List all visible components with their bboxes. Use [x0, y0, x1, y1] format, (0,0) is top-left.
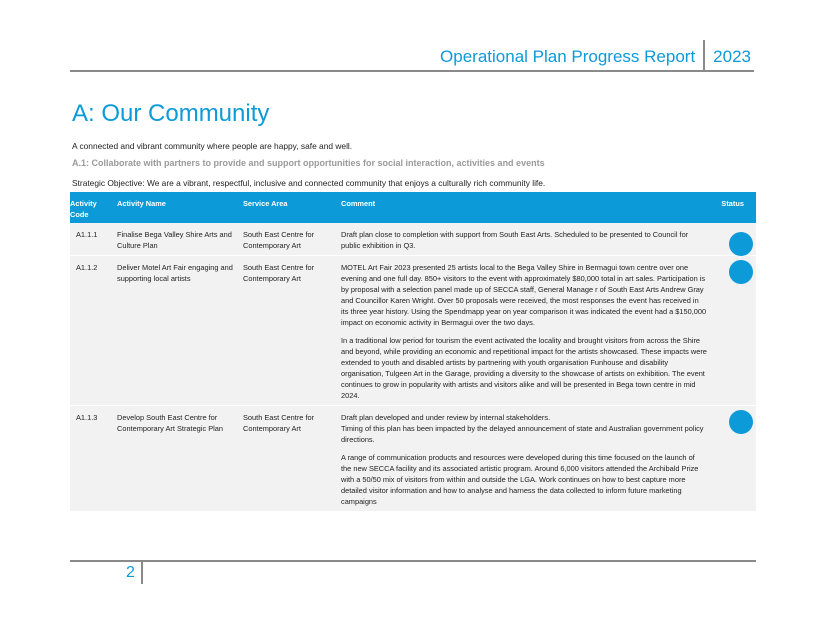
activity-name: Finalise Bega Valley Shire Arts and Culture Plan: [117, 230, 232, 250]
activity-code: A1.1.1: [76, 230, 98, 239]
report-header: [440, 44, 751, 70]
status-cell: [713, 406, 756, 511]
header-rule: [70, 70, 754, 72]
table-row: [70, 255, 756, 405]
table-row: [70, 405, 756, 511]
table-header: [70, 192, 756, 223]
activity-code: A1.1.3: [76, 413, 98, 422]
header-service-area: Service Area: [243, 199, 288, 208]
header-activity-code: Activity Code: [70, 199, 97, 219]
service-area: South East Centre for Contemporary Art: [243, 263, 315, 283]
section-title: A: Our Community: [72, 100, 270, 127]
status-cell: [713, 223, 756, 255]
comment-paragraph: In a traditional low period for tourism the event activated the locality and brought visitors from across the Shire and beyond, while providing an economic and repetitional impact for the artists showcased. These impacts were extended to youth and disabled artists by partnering with youth organisation Funhouse and disability organisation, Tulgeen Art in the Garage, providing a diversity to the showcase of artists on exhibition. The event continues to grow in popularity with artists and visitors alike and will be presented in Bega town centre in mid 2024.: [341, 336, 707, 400]
table-row: [70, 223, 756, 255]
section-intro: A connected and vibrant community where people are happy, safe and well.: [72, 141, 353, 151]
comment-paragraph: A range of communication products and resources were developed during this time focused on the launch of the new SECCA facility and its associated artistic program. Around 6,000 visitors attended the Archibald Prize with a 50/50 mix of visitors from within and outside the LGA. Work continues on how to best capture more detailed visitor information and how to analyse and harness the data collected to inform future marketing campaigns: [341, 453, 699, 506]
activity-code: A1.1.2: [76, 263, 98, 272]
comment: [341, 223, 713, 255]
activity-name: Develop South East Centre for Contemporary Art Strategic Plan: [117, 413, 223, 433]
service-area: South East Centre for Contemporary Art: [243, 230, 315, 250]
comment: [341, 406, 713, 511]
comment-paragraph: MOTEL Art Fair 2023 presented 25 artists local to the Bega Valley Shire in Bermagui town centre over one evening and one full day. 850+ visitors to the event with approximately $80,000 total in art sales. Participation is by proposal with a selection panel made up of SECCA staff, General Manage r of South East Arts Andrew Gray and Councillor Karen Wright. Over 50 proposals were received, the most responses the event has received in its three year history. Using the Spendmapp year on year comparison it was indicated the event had a $150,000 impact on economic activity in Bermagui over the two days.: [341, 263, 707, 327]
status-cell: [713, 256, 756, 405]
strategic-objective: Strategic Objective: We are a vibrant, respectful, inclusive and connected community that enjoys a culturally rich community life.: [72, 178, 546, 188]
footer-rule: [70, 560, 756, 562]
page-number: 2: [126, 564, 135, 581]
status-indicator: [729, 410, 753, 434]
report-title: Operational Plan Progress Report: [440, 47, 696, 66]
status-indicator: [729, 232, 753, 256]
page-number-separator: [141, 562, 143, 584]
activity-name: Deliver Motel Art Fair engaging and supporting local artists: [117, 263, 233, 283]
header-activity-name: Activity Name: [117, 199, 166, 208]
comment-paragraph: Draft plan developed and under review by internal stakeholders. Timing of this plan has been impacted by the delayed announcement of state and Australian government policy directions.: [341, 413, 704, 444]
report-year: 2023: [713, 47, 751, 66]
header-status: Status: [721, 199, 744, 208]
status-indicator: [729, 260, 753, 284]
comment-paragraph: Draft plan close to completion with support from South East Arts. Scheduled to be presented to Council for public exhibition in Q3.: [341, 230, 689, 250]
header-comment: Comment: [341, 199, 376, 208]
service-area: South East Centre for Contemporary Art: [243, 413, 315, 433]
comment: [341, 256, 713, 405]
activity-table: [70, 192, 756, 511]
section-subheading: A.1: Collaborate with partners to provide and support opportunities for social interaction, activities and events: [72, 158, 545, 168]
